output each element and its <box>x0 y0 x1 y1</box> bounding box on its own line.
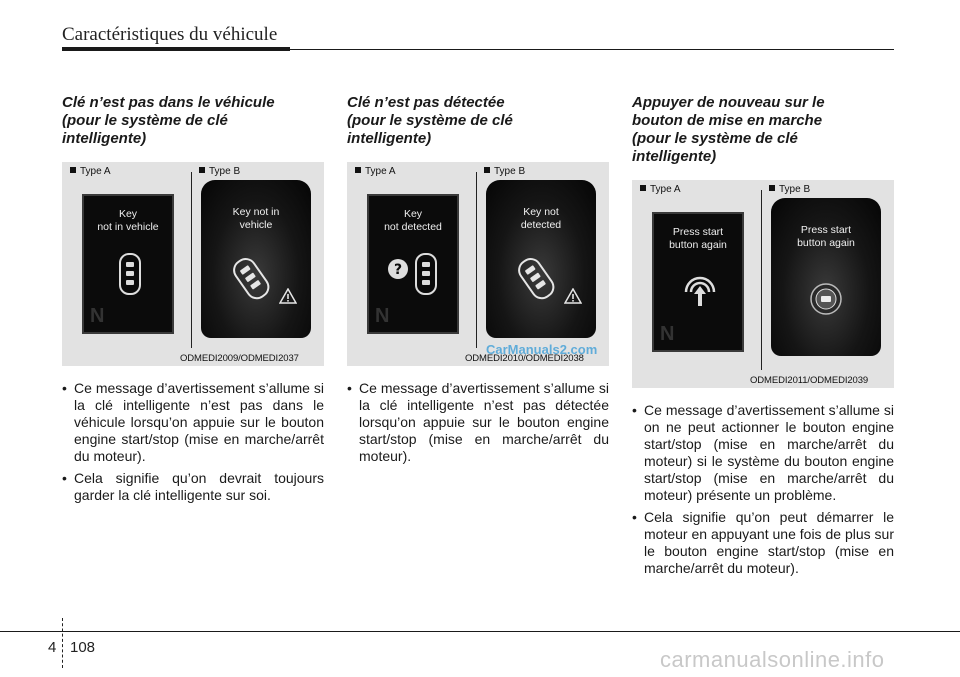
cluster-screen-type-b <box>486 180 596 338</box>
image-code: ODMEDI2010/ODMEDI2038 <box>465 353 584 364</box>
screen-a-message: Press start button again <box>669 226 727 251</box>
smart-key-icon <box>413 252 439 296</box>
smart-key-icon <box>231 252 283 308</box>
question-mark-icon <box>387 258 409 280</box>
bullet-list <box>632 402 894 577</box>
figure-divider <box>761 190 762 370</box>
gear-indicator: N <box>90 305 105 327</box>
section-title: Appuyer de nouveau sur le bouton de mise en marche (pour le système de clé intelligente) <box>632 94 825 165</box>
page-number: 108 <box>70 639 96 656</box>
cluster-screen-type-a <box>367 194 459 334</box>
figure-panel <box>62 162 324 366</box>
cluster-screen-type-b <box>201 180 311 338</box>
screen-b-message: Press start button again <box>797 224 855 249</box>
figure-divider <box>476 172 477 348</box>
warning-icon <box>564 288 582 304</box>
watermark-overlay: CarManuals2.com <box>486 342 598 357</box>
section-key-not-detected <box>347 94 609 470</box>
image-code: ODMEDI2011/ODMEDI2039 <box>750 375 869 386</box>
header-rule-thin <box>290 49 894 50</box>
footer-divider <box>62 618 64 668</box>
section-press-start-again <box>632 94 894 582</box>
bullet-list <box>347 380 609 465</box>
section-title: Clé n’est pas détectée (pour le système de clé intelligente) <box>347 94 513 147</box>
header-title: Caractéristiques du véhicule <box>62 24 278 45</box>
screen-b-message: Key not in vehicle <box>232 206 280 231</box>
list-item: • Cela signifie qu’on peut démarrer le moteur en appuyant une fois de plus sur le bouton engine start/stop (mise en marche/arrêt du moteur). <box>632 509 894 577</box>
list-item: • Ce message d’avertissement s’allume si la clé intelligente n’est pas dans le véhicule lorsqu’on appuie sur le bouton engine start/stop (mise en marche/arrêt du moteur). <box>62 380 324 465</box>
type-b-label: Type B <box>484 166 525 177</box>
list-item: • Cela signifie qu’on devrait toujours garder la clé intelligente sur soi. <box>62 470 324 504</box>
figure-panel <box>632 180 894 388</box>
figure-divider <box>191 172 192 348</box>
type-a-label: Type A <box>355 166 396 177</box>
type-b-label: Type B <box>769 184 810 195</box>
gear-indicator: N <box>660 323 675 345</box>
section-key-not-in-vehicle <box>62 94 324 509</box>
screen-b-message: Key not detected <box>520 206 562 231</box>
screen-a-message: Key not detected <box>384 208 442 233</box>
image-code: ODMEDI2009/ODMEDI2037 <box>180 353 299 364</box>
gear-indicator: N <box>375 305 390 327</box>
push-button-icon <box>680 272 720 312</box>
header-rule <box>62 47 290 51</box>
cluster-screen-type-a <box>82 194 174 334</box>
cluster-screen-type-b <box>771 198 881 356</box>
screen-a-message: Key not in vehicle <box>97 208 159 233</box>
section-title: Clé n’est pas dans le véhicule (pour le système de clé intelligente) <box>62 94 275 147</box>
list-item: • Ce message d’avertissement s’allume si la clé intelligente n’est pas détectée lorsqu’on appuie sur le bouton engine start/stop (mise en marche/arrêt du moteur). <box>347 380 609 465</box>
type-a-label: Type A <box>70 166 111 177</box>
start-button-icon <box>809 282 843 316</box>
watermark-bottom: carmanualsonline.info <box>660 647 885 672</box>
bullet-list <box>62 380 324 504</box>
cluster-screen-type-a <box>652 212 744 352</box>
chapter-number: 4 <box>48 639 57 656</box>
type-b-label: Type B <box>199 166 240 177</box>
svg-text:?: ? <box>393 262 403 278</box>
type-a-label: Type A <box>640 184 681 195</box>
smart-key-icon <box>516 252 568 308</box>
warning-icon <box>279 288 297 304</box>
smart-key-icon <box>117 252 143 296</box>
footer-rule <box>0 631 960 632</box>
figure-panel <box>347 162 609 366</box>
list-item: • Ce message d’avertissement s’allume si on ne peut actionner le bouton engine start/stop (mise en marche/arrêt du moteur) si le système du bouton engine start/stop (mise en marche/arrêt du moteur) présente un problème. <box>632 402 894 504</box>
